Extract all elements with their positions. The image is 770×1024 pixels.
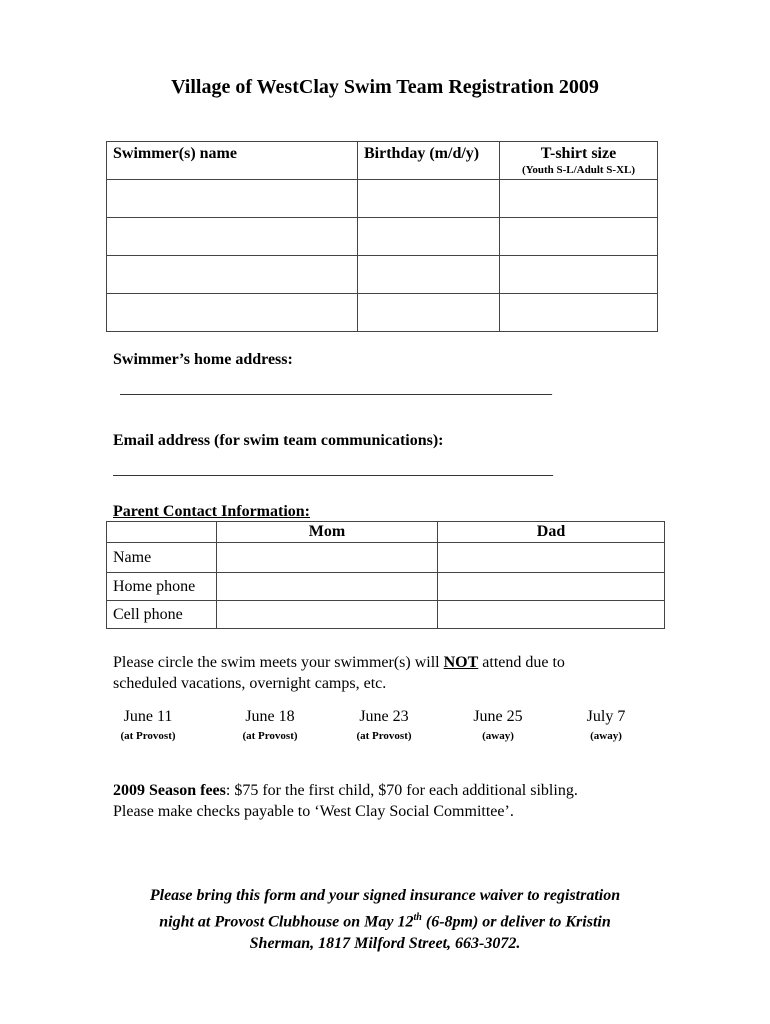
table-row: [107, 543, 665, 573]
meet-option[interactable]: [329, 708, 439, 742]
swimmer-name-cell[interactable]: [107, 180, 358, 218]
email-line[interactable]: _______________________________________________________: [113, 461, 553, 478]
meet-date: July 7: [586, 708, 626, 725]
meet-date: June 25: [473, 708, 523, 725]
parent-contact-table: [106, 521, 665, 629]
birthday-cell[interactable]: [358, 218, 500, 256]
birthday-cell[interactable]: [358, 256, 500, 294]
birthday-cell[interactable]: [358, 294, 500, 332]
meet-location: (away): [482, 730, 514, 742]
dad-home-phone-cell[interactable]: [438, 573, 665, 601]
table-row: [107, 180, 658, 218]
swimmers-header-row: [107, 142, 658, 180]
header-dad: Dad: [438, 522, 665, 543]
meet-option[interactable]: [215, 708, 325, 742]
tshirt-cell[interactable]: [500, 180, 658, 218]
page-title: Village of WestClay Swim Team Registration 2009: [171, 76, 599, 98]
not-emphasis: NOT: [443, 654, 479, 671]
meet-location: (away): [590, 730, 622, 742]
row-label-name: Name: [107, 543, 217, 573]
tshirt-cell[interactable]: [500, 218, 658, 256]
swimmer-name-cell[interactable]: [107, 256, 358, 294]
swimmer-name-cell[interactable]: [107, 294, 358, 332]
table-row: [107, 256, 658, 294]
swimmers-table: [106, 141, 658, 332]
birthday-cell[interactable]: [358, 180, 500, 218]
table-row: [107, 573, 665, 601]
meet-date: June 11: [123, 708, 173, 725]
parent-header-blank: [107, 522, 217, 543]
season-fees-label: 2009 Season fees: [113, 782, 226, 799]
home-address-label: Swimmer’s home address:: [113, 351, 293, 368]
meet-location: (at Provost): [120, 730, 176, 742]
table-row: [107, 294, 658, 332]
meet-option[interactable]: [551, 708, 661, 742]
swimmer-name-cell[interactable]: [107, 218, 358, 256]
tshirt-cell[interactable]: [500, 294, 658, 332]
parent-header-row: [107, 522, 665, 543]
mom-cell-phone-cell[interactable]: [217, 601, 438, 629]
meet-option[interactable]: [443, 708, 553, 742]
header-swimmer-name: Swimmer(s) name: [107, 142, 358, 180]
meet-option[interactable]: [93, 708, 203, 742]
dad-name-cell[interactable]: [438, 543, 665, 573]
tshirt-size-note: (Youth S-L/Adult S-XL): [521, 164, 636, 176]
mom-name-cell[interactable]: [217, 543, 438, 573]
header-tshirt-size: T-shirt size (Youth S-L/Adult S-XL): [500, 142, 658, 180]
meet-location: (at Provost): [356, 730, 412, 742]
meet-location: (at Provost): [242, 730, 298, 742]
row-label-home-phone: Home phone: [107, 573, 217, 601]
meet-date: June 18: [245, 708, 295, 725]
dad-cell-phone-cell[interactable]: [438, 601, 665, 629]
row-label-cell-phone: Cell phone: [107, 601, 217, 629]
header-mom: Mom: [217, 522, 438, 543]
email-label: Email address (for swim team communications):: [113, 432, 444, 449]
header-birthday: Birthday (m/d/y): [358, 142, 500, 180]
season-fees: 2009 Season fees: $75 for the first child, $70 for each additional sibling. Please make checks payable to ‘West Clay Social Committee’.: [113, 782, 578, 820]
tshirt-cell[interactable]: [500, 256, 658, 294]
mom-home-phone-cell[interactable]: [217, 573, 438, 601]
meet-date: June 23: [359, 708, 409, 725]
meets-instructions: Please circle the swim meets your swimmer(s) will NOT attend due to scheduled vacations, overnight camps, etc.: [113, 654, 565, 692]
table-row: [107, 218, 658, 256]
parent-contact-label: Parent Contact Information:: [113, 503, 311, 520]
table-row: [107, 601, 665, 629]
home-address-line[interactable]: ______________________________________________________: [120, 380, 552, 397]
closing-instructions: Please bring this form and your signed insurance waiver to registration night at Provost Clubhouse on May 12th (6-8pm) or deliver to Kristin Sherman, 1817 Milford Street, 663-3072.: [149, 887, 621, 953]
